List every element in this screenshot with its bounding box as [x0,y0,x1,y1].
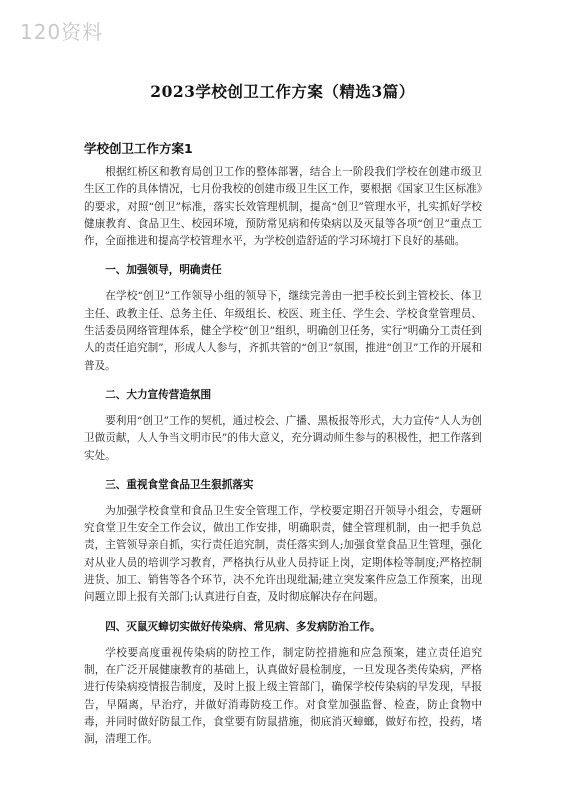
watermark-text: 120资料 [20,20,104,44]
document-title: 2023学校创卫工作方案（精选3篇） [150,82,415,101]
intro-paragraph: 根据红桥区和教育局创卫工作的整体部署，结合上一阶段我们学校在创建市级卫生区工作的具体情况，七月份我校的创建市级卫生区工作，要根据《国家卫生区标准》的要求，对照“创卫”标准，落实长效管理机制，提高“创卫”管理水平，扎实抓好学校健康教育、食品卫生、校园环境，预防常见病和传染病以及灭鼠等各项“创卫”重点工作，全面推进和提高学校管理水平，为学校创造舒适的学习环境打下良好的基础。 [84,166,482,248]
document-body [84,164,482,748]
subheading-2: 二、大力宣传营造氛围 [105,388,212,401]
subheading-3: 三、重视食堂食品卫生狠抓落实 [105,478,254,491]
paragraph-3: 为加强学校食堂和食品卫生安全管理工作，学校要定期召开领导小组会，专题研究食堂卫生安全工作会议，做出工作安排，明确职责，健全管理机制，由一把手负总责，主管领导亲自抓，实行责任追究制，责任落实到人;加强食堂食品卫生管理，强化对从业人员的培训学习教育，严格执行从业人员持证上岗，定期体检等制度;严格控制进货、加工、销售等各个环节，决不允许出现纰漏;建立突发案件应急工作预案，出现问题立即上报有关部门;认真进行自查，及时彻底解决存在问题。 [84,504,482,604]
paragraph-1: 在学校“创卫”工作领导小组的领导下，继续完善由一把手校长到主管校长、体卫主任、政教主任、总务主任、年级组长、校医、班主任、学生会、学校食堂管理员、生活委员网络管理体系，健全学校“创卫”组织，明确创卫任务，实行“明确分工责任到人的责任追究制”，形成人人参与，齐抓共管的“创卫”氛围，推进“创卫”工作的开展和普及。 [84,290,482,372]
section-title: 学校创卫工作方案1 [84,141,193,156]
subheading-4: 四、灭鼠灭蟑切实做好传染病、常见病、多发病防治工作。 [105,620,381,633]
paragraph-4: 学校要高度重视传染病的防控工作，制定防控措施和应急预案，建立责任追究制，在广泛开展健康教育的基础上，认真做好晨检制度，一旦发现各类传染病，严格进行传染病疫情报告制度，及时上报上级主管部门，确保学校传染病的早发现，早报告，早隔离，早治疗，并做好消毒防疫工作。对食堂加强监督、检查，防止食物中毒，并同时做好防鼠工作，食堂要有防鼠措施，彻底消灭蟑螂，做好布控，投药，堵洞，清理工作。 [84,646,482,746]
paragraph-2: 要利用“创卫”工作的契机，通过校会、广播、黑板报等形式，大力宣传“人人为创卫做贡献，人人争当文明市民”的伟大意义，充分调动师生参与的积极性，把工作落到实处。 [84,414,482,462]
subheading-1: 一、加强领导，明确责任 [105,264,222,277]
